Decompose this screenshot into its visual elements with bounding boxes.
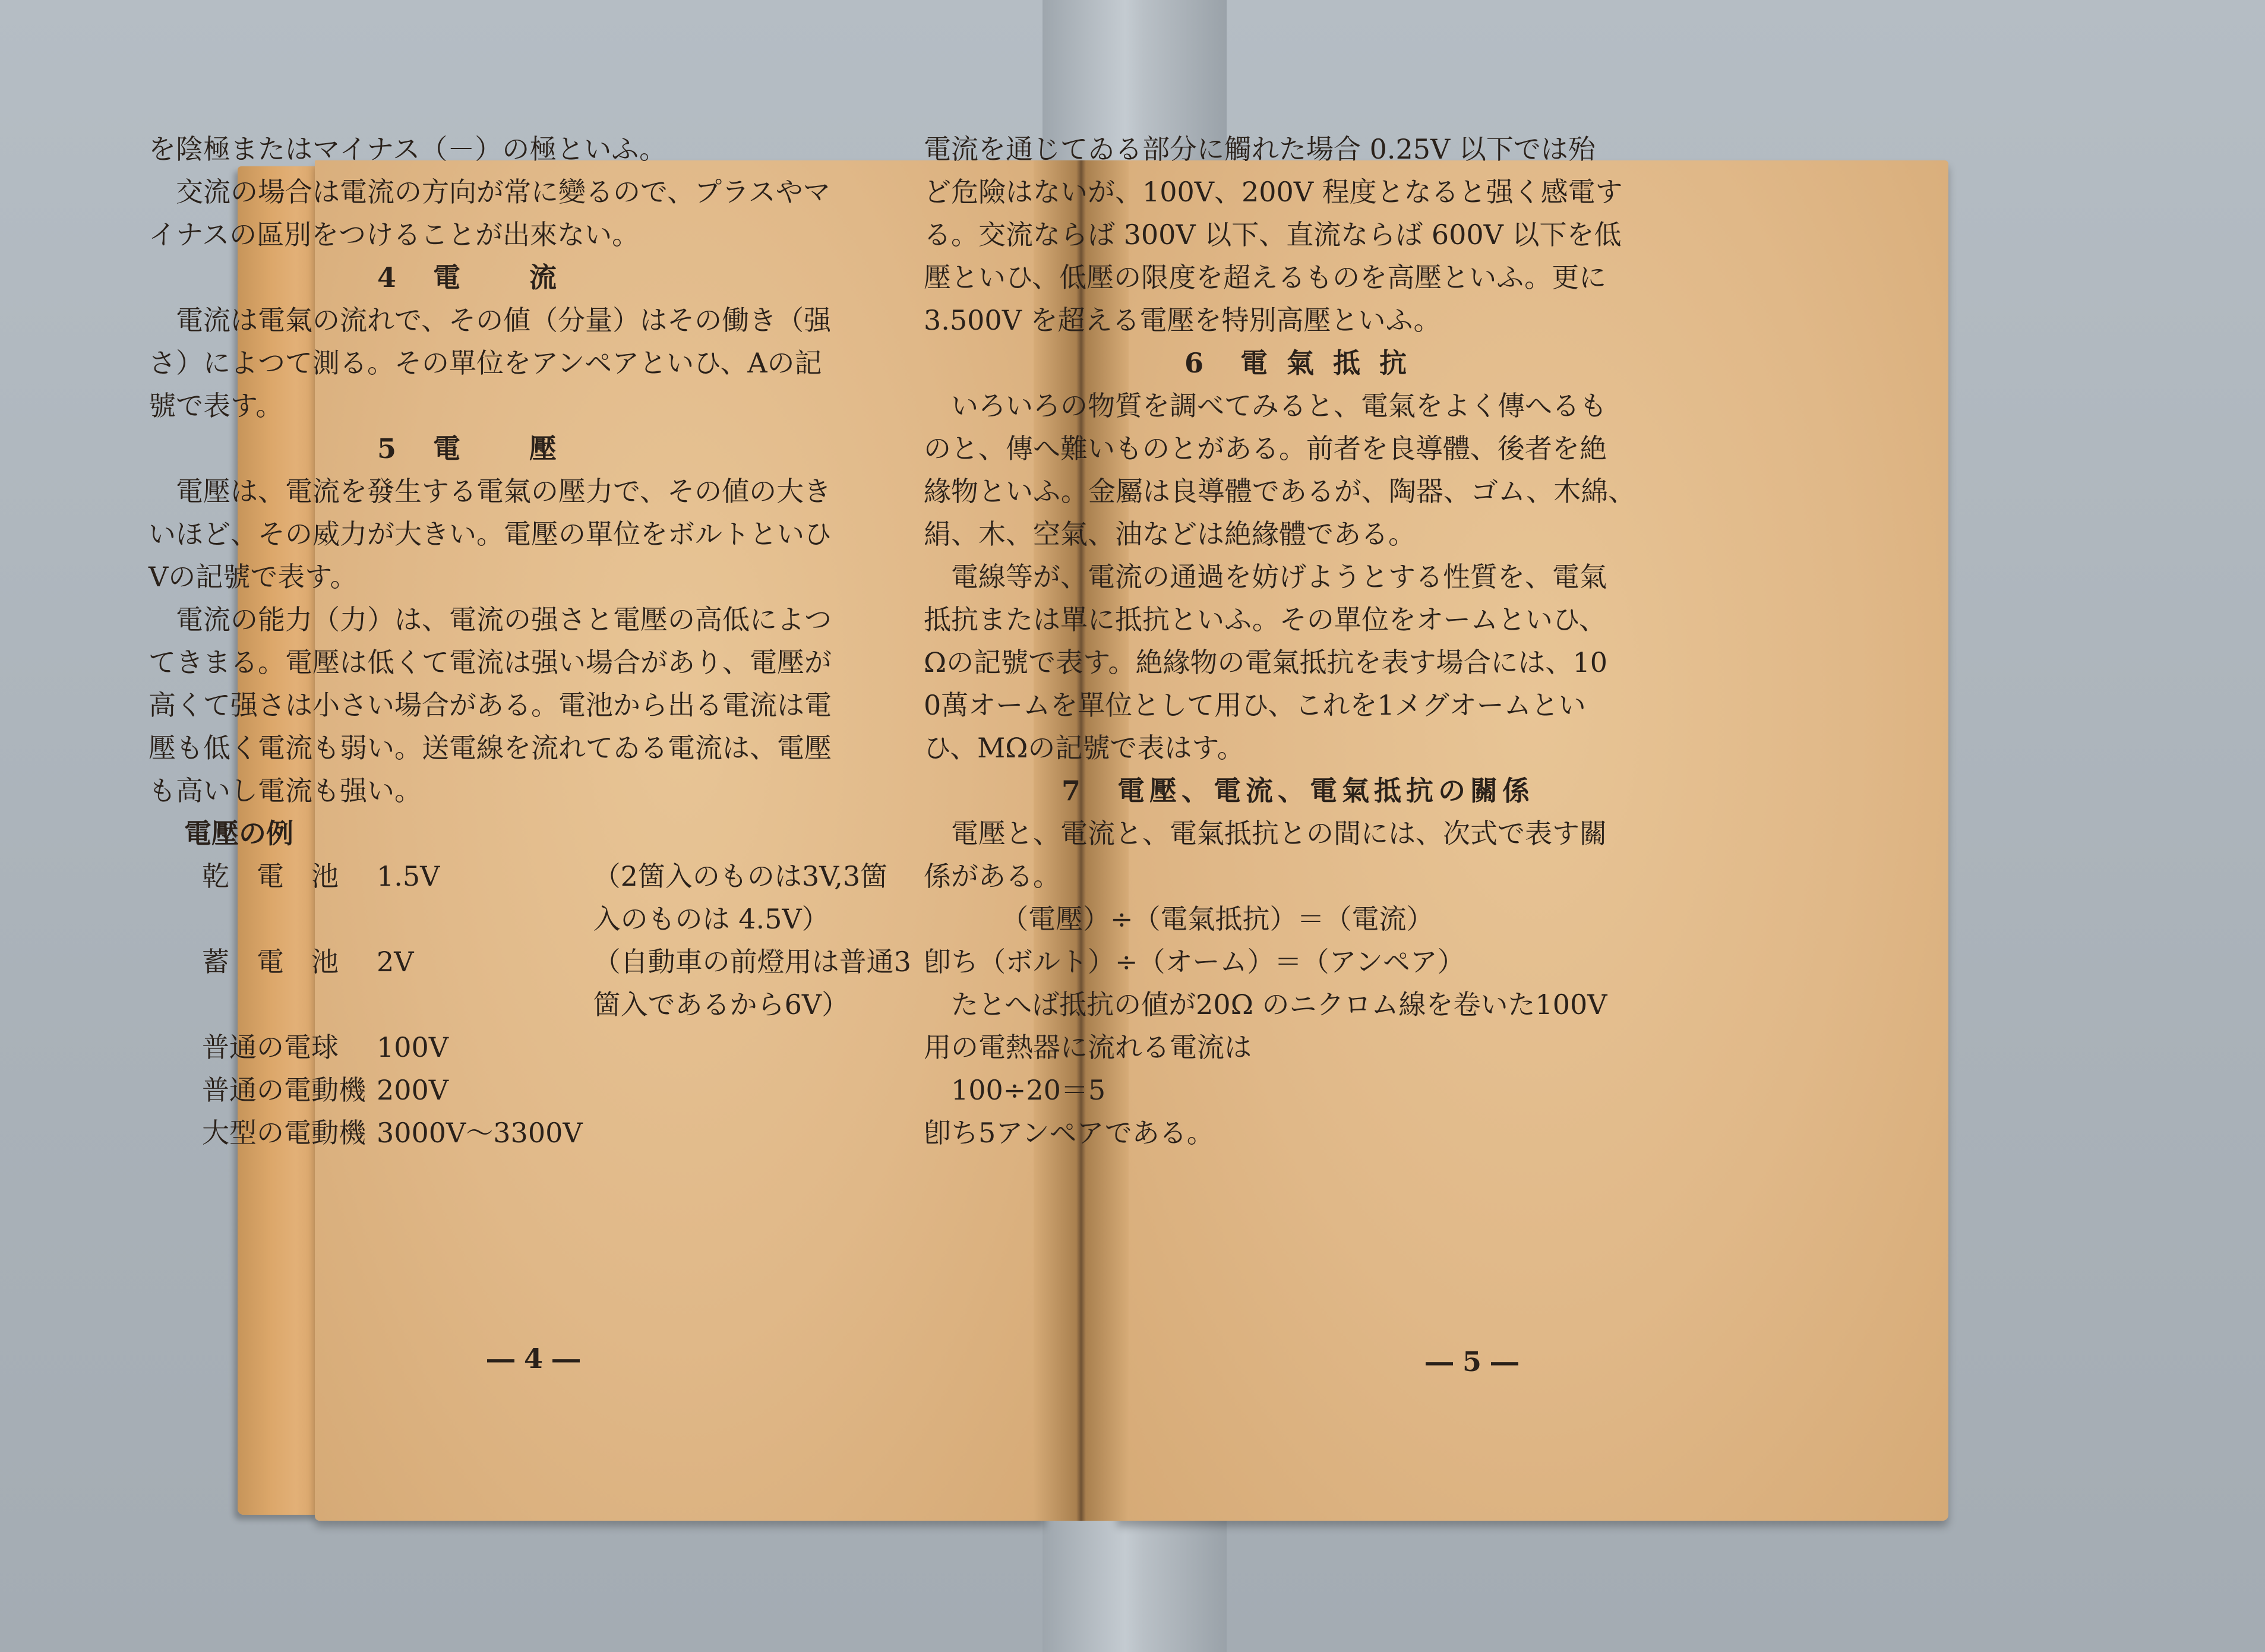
text-line: たとへば抵抗の値が20Ω のニクロム線を卷いた100V <box>924 988 1607 1021</box>
example-note <box>593 1026 922 1069</box>
text-line: 電線等が、電流の通過を妨げようとする性質を、電氣 <box>924 561 1607 593</box>
example-value: 100V <box>377 1031 449 1063</box>
section-heading-4: 4 電 流 <box>377 261 561 293</box>
table-row <box>202 1111 922 1154</box>
text-line: 緣物といふ。金屬は良導體であるが、陶器、ゴム、木綿、 <box>924 475 1636 507</box>
section-heading-7: 7 電壓、電流、電氣抵抗の關係 <box>1061 775 1534 807</box>
example-note: （2箇入のものは3V,3箇 <box>593 860 888 892</box>
example-value: 200V <box>377 1074 449 1106</box>
example-note <box>593 1069 922 1111</box>
table-row <box>202 940 922 983</box>
example-item: 乾 電 池 <box>202 860 339 892</box>
example-item: 普通の電動機 <box>202 1074 366 1106</box>
example-item: 蓄 電 池 <box>202 946 339 978</box>
text-line: 高くて强さは小さい場合がある。電池から出る電流は電 <box>149 689 832 721</box>
table-row <box>202 1069 922 1111</box>
text-line: 卽ち5アンペアである。 <box>924 1117 1214 1149</box>
example-value: 3000V～3300V <box>377 1117 583 1149</box>
text-line: 號で表す。 <box>149 390 283 422</box>
text-line: 電壓と、電流と、電氣抵抗との間には、次式で表す關 <box>924 817 1607 849</box>
text-line: を陰極またはマイナス（－）の極といふ。 <box>149 133 667 165</box>
example-note <box>593 1111 922 1154</box>
section-heading-5: 5 電 壓 <box>377 432 561 465</box>
text-line: 抵抗または單に抵抗といふ。その單位をオームといひ、 <box>924 604 1607 636</box>
example-value <box>377 983 593 1026</box>
section-heading-6: 6 電 氣 抵 抗 <box>1184 347 1412 379</box>
example-value: 2V <box>377 946 414 978</box>
text-line: いろいろの物質を調べてみると、電氣をよく傳へるも <box>924 390 1607 422</box>
text-line: 電流の能力（力）は、電流の强さと電壓の高低によつ <box>149 604 832 636</box>
formula-line: 卽ち（ボルト）÷（オーム）＝（アンペア） <box>924 946 1465 978</box>
text-line: 壓といひ、低壓の限度を超えるものを高壓といふ。更に <box>924 261 1607 293</box>
table-row <box>202 898 922 940</box>
text-line: も高いし電流も强い。 <box>149 775 422 807</box>
text-line: ひ、MΩの記號で表はす。 <box>924 732 1244 764</box>
example-value: 1.5V <box>377 860 440 892</box>
example-note: 箇入であるから6V） <box>593 988 849 1021</box>
text-line: イナスの區別をつけることが出來ない。 <box>149 219 640 251</box>
example-note: 入のものは 4.5V） <box>593 903 829 935</box>
table-row <box>202 855 922 898</box>
examples-heading: 電壓の例 <box>184 817 293 849</box>
text-line: 電流は電氣の流れで、その値（分量）はその働き（强 <box>149 304 832 336</box>
example-item: 大型の電動機 <box>202 1117 366 1149</box>
text-line: ど危險はないが、100V、200V 程度となると强く感電す <box>924 176 1623 208</box>
text-line: いほど、その威力が大きい。電壓の單位をボルトといひ <box>149 518 832 550</box>
example-item: 普通の電球 <box>202 1031 339 1063</box>
left-page-text <box>149 128 911 1154</box>
text-line: 用の電熱器に流れる電流は <box>924 1031 1252 1063</box>
text-line: 係がある。 <box>924 860 1060 892</box>
text-line: 電壓は、電流を發生する電氣の壓力で、その値の大き <box>149 475 832 507</box>
right-page-text <box>924 128 1672 1154</box>
voltage-examples-table <box>202 855 922 1154</box>
text-line: さ）によつて測る。その單位をアンペアといひ、Aの記 <box>149 347 822 379</box>
text-line: 100÷20＝5 <box>924 1074 1106 1106</box>
text-line: のと、傳へ難いものとがある。前者を良導體、後者を絶 <box>924 432 1607 465</box>
table-row <box>202 983 922 1026</box>
example-value <box>377 898 593 940</box>
text-line: 絹、木、空氣、油などは絶緣體である。 <box>924 518 1416 550</box>
example-item <box>202 983 377 1026</box>
text-line: る。交流ならば 300V 以下、直流ならば 600V 以下を低 <box>924 219 1622 251</box>
text-line: てきまる。電壓は低くて電流は强い場合があり、電壓が <box>149 646 832 678</box>
text-line: 0萬オームを單位として用ひ、これを1メグオームとい <box>924 689 1586 721</box>
page-number-left: ― 4 ― <box>487 1343 580 1375</box>
page-number-right: ― 5 ― <box>1426 1345 1519 1378</box>
text-line: 交流の場合は電流の方向が常に變るので、プラスやマ <box>149 176 830 208</box>
text-line: 3.500V を超える電壓を特別高壓といふ。 <box>924 304 1441 336</box>
text-line: 壓も低く電流も弱い。送電線を流れてゐる電流は、電壓 <box>149 732 832 764</box>
table-row <box>202 1026 922 1069</box>
text-line: Ωの記號で表す。絶緣物の電氣抵抗を表す場合には、10 <box>924 646 1607 678</box>
text-line: 電流を通じてゐる部分に觸れた場合 0.25V 以下では殆 <box>924 133 1596 165</box>
formula-line: （電壓）÷（電氣抵抗）＝（電流） <box>1001 903 1434 935</box>
example-note: （自動車の前燈用は普通3 <box>593 946 911 978</box>
text-line: Vの記號で表す。 <box>149 561 358 593</box>
example-item <box>202 898 377 940</box>
